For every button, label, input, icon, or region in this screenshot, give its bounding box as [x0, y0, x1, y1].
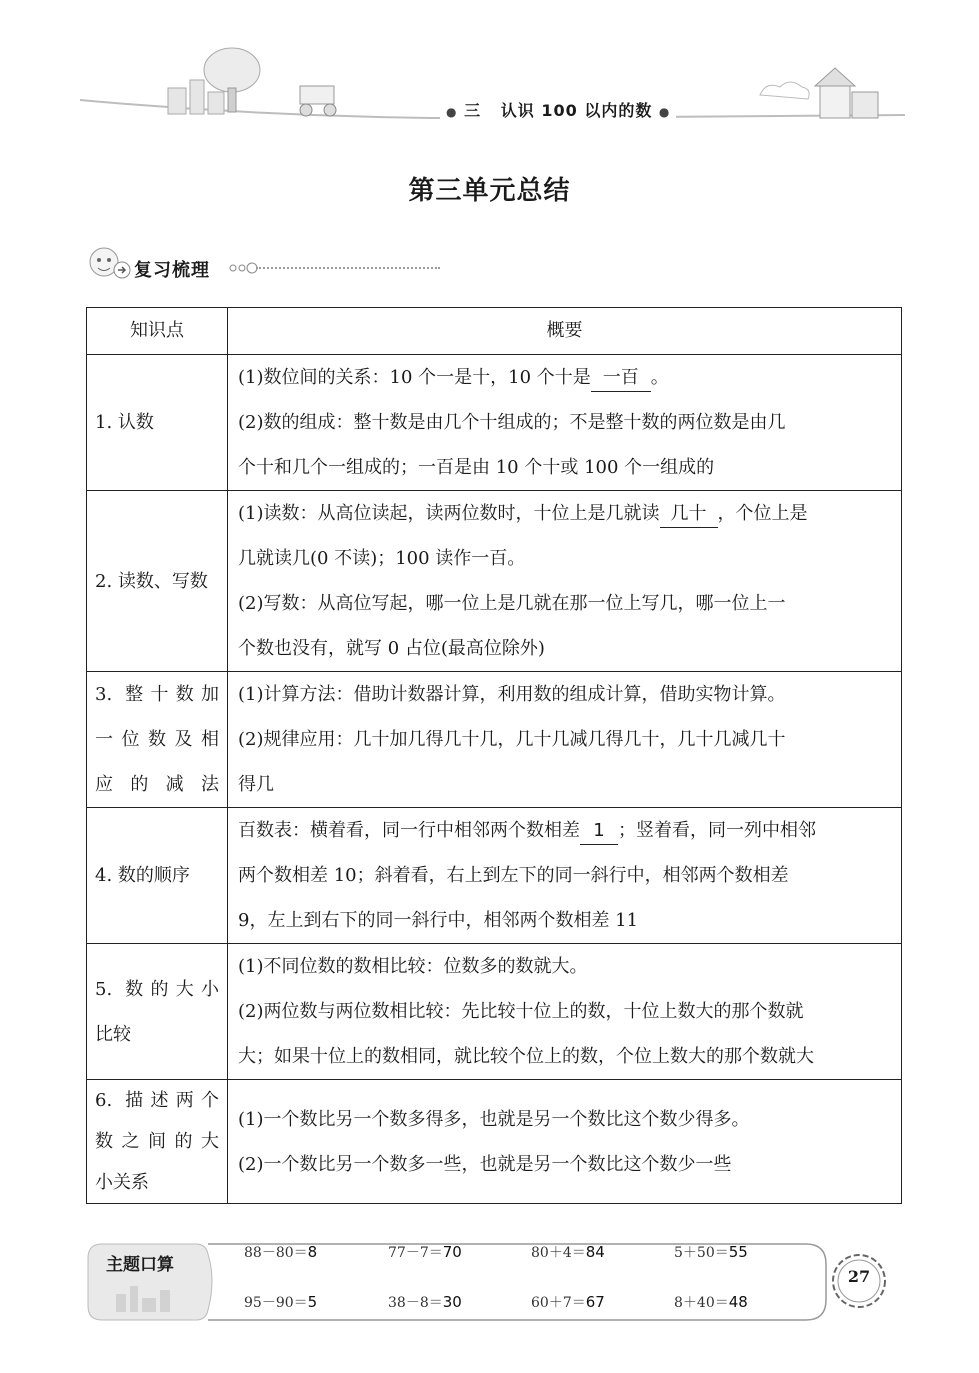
- page-title: 第三单元总结: [408, 176, 571, 206]
- overview-cell: 百数表：横着看，同一行中相邻两个数相差 1 ；竖着看，同一列中相邻 两个数相差 10；斜着看，右上到左下的同一斜行中，相邻两个数相差 9，左上到右下的同一斜行中，相邻两个数相差 11: [228, 808, 902, 944]
- page-number: 27: [847, 1267, 871, 1286]
- chapter-title: 认识 100 以内的数: [500, 101, 653, 120]
- col-header-overview: 概要: [228, 308, 902, 355]
- knowledge-point: 6. 描述两个 数之间的大 小关系: [87, 1080, 228, 1204]
- calc-item: 77－7＝70: [388, 1243, 462, 1261]
- overview-cell: (1)不同位数的数相比较：位数多的数就大。 (2)两位数与两位数相比较：先比较十位上的数，十位上数大的那个数就 大；如果十位上的数相同，就比较个位上的数，个位上数大的那个数就大: [228, 944, 902, 1080]
- review-section-header: [84, 240, 444, 290]
- summary-table: [86, 307, 902, 1204]
- oral-calc-panel: [86, 1240, 916, 1322]
- cartoon-mascot-icon: [84, 240, 134, 290]
- overview-cell: (1)读数：从高位读起，读两位数时，十位上是几就读 几十 ，个位上是 几就读几(0 不读)；100 读作一百。 (2)写数：从高位写起，哪一位上是几就在那一位上写几，哪一位上一 个数也没有，就写 0 占位(最高位除外): [228, 491, 902, 672]
- calc-item: 8＋40＝48: [674, 1293, 748, 1311]
- overview-cell: (1)计算方法：借助计数器计算，利用数的组成计算，借助实物计算。 (2)规律应用：几十加几得几十几，几十几减几得几十，几十几减几十 得几: [228, 672, 902, 808]
- calc-item: 60＋7＝67: [531, 1293, 605, 1311]
- dots-decor-icon: [228, 258, 258, 278]
- knowledge-point: 1. 认数: [87, 355, 228, 491]
- table-row: [87, 355, 902, 491]
- dotted-rule: [256, 267, 440, 269]
- footer-label: 主题口算: [106, 1255, 174, 1275]
- table-row: [87, 672, 902, 808]
- footer-frame: [86, 1240, 916, 1322]
- table-row: [87, 944, 902, 1080]
- calc-item: 88－80＝8: [244, 1243, 318, 1261]
- answer-blank: 一百: [591, 365, 651, 392]
- calc-item: 38－8＝30: [388, 1293, 462, 1311]
- knowledge-point: 5. 数的大小 比较: [87, 944, 228, 1080]
- knowledge-point: 4. 数的顺序: [87, 808, 228, 944]
- calc-item: 80＋4＝84: [531, 1243, 605, 1261]
- table-row: [87, 808, 902, 944]
- review-label: 复习梳理: [134, 260, 210, 281]
- table-header-row: [87, 308, 902, 355]
- calc-item: 5＋50＝55: [674, 1243, 748, 1261]
- knowledge-point: 2. 读数、写数: [87, 491, 228, 672]
- overview-cell: (1)数位间的关系：10 个一是十，10 个十是 一百 。 (2)数的组成：整十数是由几个十组成的；不是整十数的两位数是由几 个十和几个一组成的；一百是由 10 个十或 100 个一组成的: [228, 355, 902, 491]
- chapter-header: ● 三 认识 100 以内的数 ●: [440, 98, 676, 121]
- knowledge-point: 3. 整十数加 一位数及相 应的减法: [87, 672, 228, 808]
- table-row: [87, 491, 902, 672]
- calc-item: 95－90＝5: [244, 1293, 318, 1311]
- chapter-number: 三: [464, 101, 482, 120]
- answer-blank: 1: [580, 818, 618, 845]
- col-header-point: 知识点: [87, 308, 228, 355]
- overview-cell: (1)一个数比另一个数多得多，也就是另一个数比这个数少得多。 (2)一个数比另一个数多一些，也就是另一个数比这个数少一些: [228, 1080, 902, 1204]
- table-row: [87, 1080, 902, 1204]
- answer-blank: 几十: [660, 501, 718, 528]
